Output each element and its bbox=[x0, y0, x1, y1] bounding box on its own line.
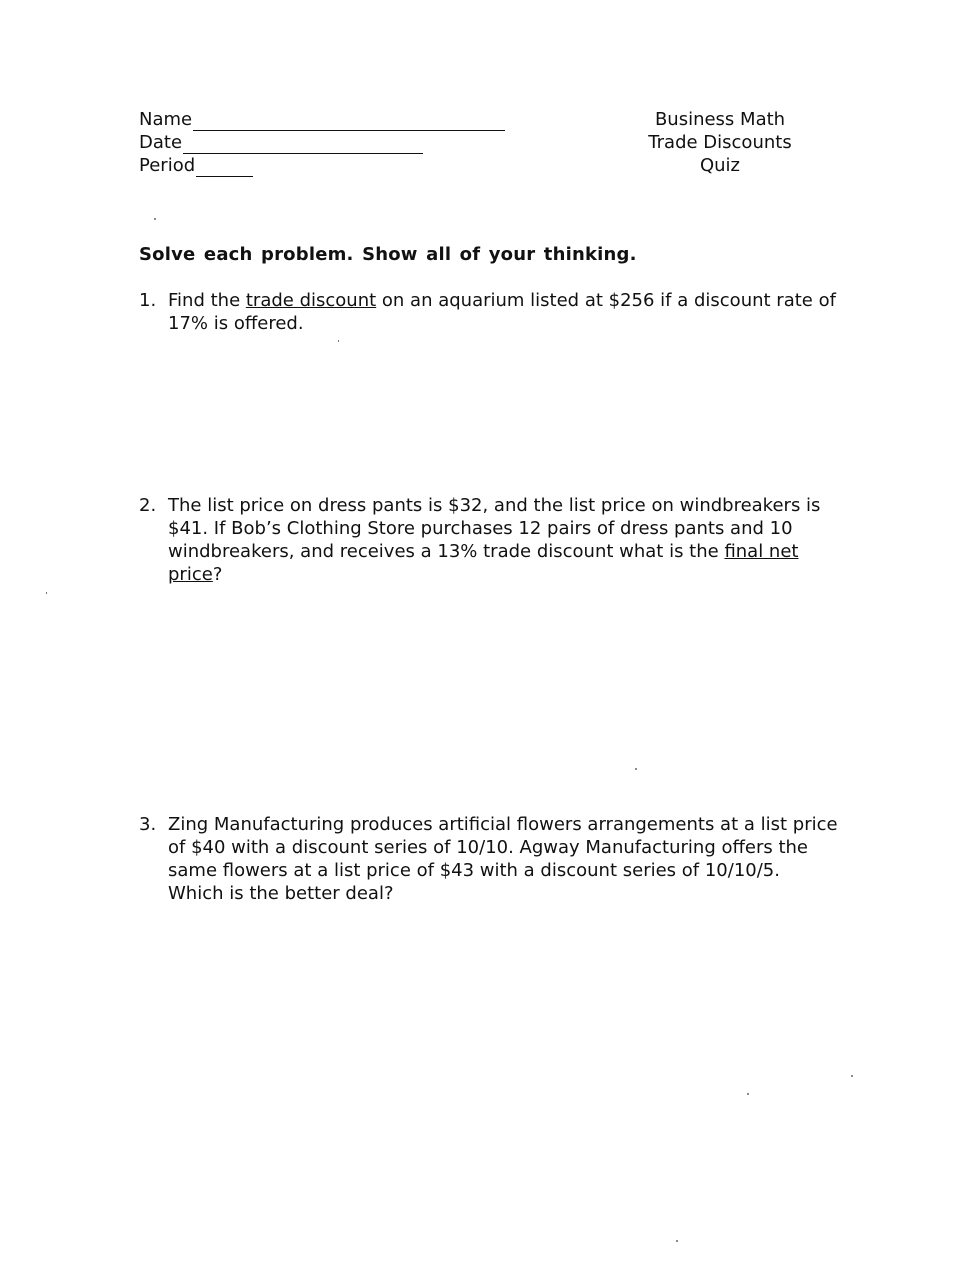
scan-speck bbox=[747, 1093, 749, 1095]
student-info-block bbox=[139, 108, 505, 177]
scan-speck bbox=[635, 768, 637, 770]
question-text-part: Find the bbox=[168, 290, 246, 311]
question-1 bbox=[139, 289, 839, 335]
question-number: 1. bbox=[139, 290, 157, 311]
scan-speck bbox=[154, 218, 156, 220]
period-field-row bbox=[139, 154, 505, 177]
question-2 bbox=[139, 494, 839, 586]
scan-speck bbox=[851, 1075, 853, 1077]
question-text: Zing Manufacturing produces artificial flowers arrangements at a list price of $40 with a discount series of 10/10. Agway Manufacturing offers the same flowers at a list price of $43 with a discount series of 10/10/5. Which is the better deal? bbox=[168, 814, 838, 904]
question-number: 3. bbox=[139, 814, 157, 835]
course-info-block bbox=[620, 108, 820, 177]
name-field-row bbox=[139, 108, 505, 131]
question-text-part: on an aquarium listed at $256 if a discount rate of 17% is offered. bbox=[168, 290, 836, 334]
document-type: Quiz bbox=[699, 155, 741, 176]
instructions: Solve each problem. Show all of your thinking. bbox=[139, 244, 637, 265]
question-text bbox=[168, 289, 839, 335]
quiz-topic: Trade Discounts bbox=[648, 132, 792, 153]
date-field-row bbox=[139, 131, 505, 154]
question-text-part: ? bbox=[212, 564, 223, 585]
question-text-part: The list price on dress pants is $32, and the list price on windbreakers is $41. If Bob’s Clothing Store purchases 12 pairs of dress pants and 10 windbreakers, and receives a 13% trade discount what is the bbox=[168, 495, 821, 562]
question-3 bbox=[139, 813, 839, 905]
scan-speck bbox=[676, 1240, 678, 1242]
period-label: Period bbox=[139, 155, 196, 176]
date-blank-line[interactable] bbox=[183, 137, 423, 154]
underlined-term: trade discount bbox=[245, 290, 377, 311]
name-label: Name bbox=[139, 109, 193, 130]
question-text bbox=[168, 494, 839, 586]
scan-speck bbox=[338, 340, 339, 342]
date-label: Date bbox=[139, 132, 183, 153]
name-blank-line[interactable] bbox=[193, 114, 505, 131]
course-title: Business Math bbox=[654, 109, 786, 130]
question-number: 2. bbox=[139, 495, 157, 516]
period-blank-line[interactable] bbox=[196, 160, 253, 177]
scan-speck bbox=[46, 592, 47, 594]
underlined-term: final net price bbox=[168, 541, 799, 585]
